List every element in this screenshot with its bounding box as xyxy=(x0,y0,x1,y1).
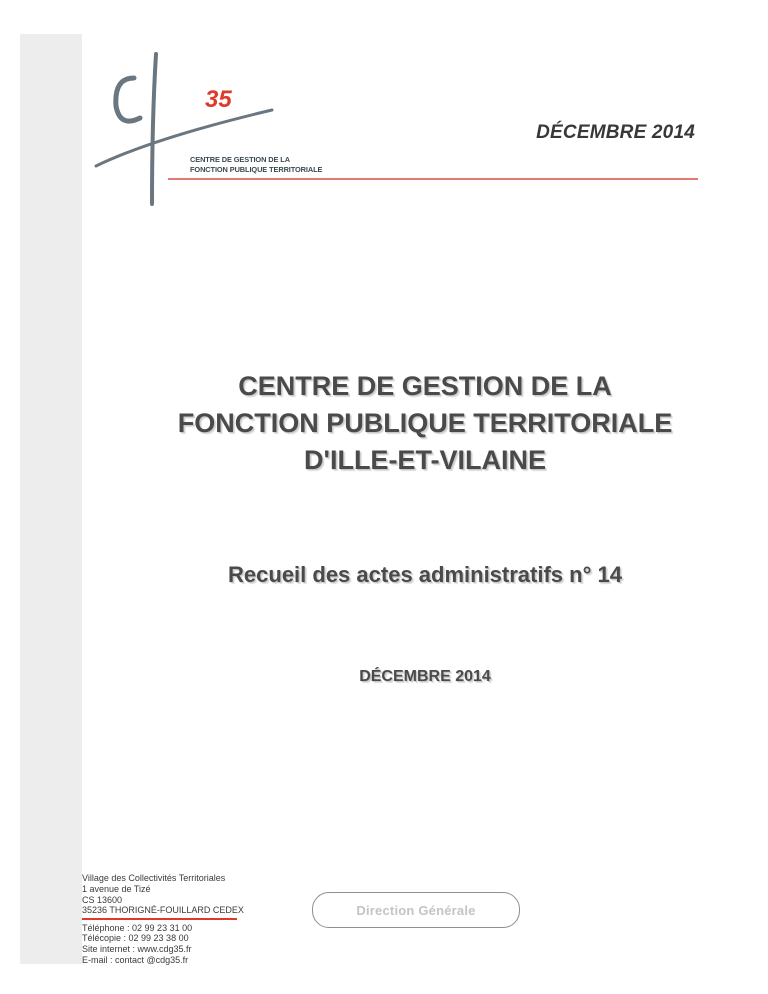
logo-caption-line1: CENTRE DE GESTION DE LA xyxy=(190,155,290,164)
service-badge: Direction Générale xyxy=(312,892,520,928)
address-phone: Téléphone : 02 99 23 31 00 xyxy=(82,922,193,933)
address-website: Site internet : www.cdg35.fr xyxy=(82,944,192,955)
collection-date: DÉCEMBRE 2014 xyxy=(359,668,491,685)
address-email: E-mail : contact @cdg35.fr xyxy=(82,955,189,966)
address-line-1: Village des Collectivités Territoriales xyxy=(82,873,226,883)
title-line-1: CENTRE DE GESTION DE LA xyxy=(238,371,612,401)
address-line-2: 1 avenue de Tizé xyxy=(82,883,151,894)
logo-number: 35 xyxy=(205,86,232,113)
logo-caption-line2: FONCTION PUBLIQUE TERRITORIALE xyxy=(190,165,323,174)
cdg35-logo-mark xyxy=(94,48,284,208)
header-divider xyxy=(168,178,698,180)
address-line-4: 35236 THORIGNÉ-FOUILLARD CEDEX xyxy=(82,905,244,916)
address-fax: Télécopie : 02 99 23 38 00 xyxy=(82,933,189,944)
header-date: DÉCEMBRE 2014 xyxy=(536,122,695,143)
collection-title: Recueil des actes administratifs n° 14 xyxy=(228,562,622,587)
side-band xyxy=(20,34,82,964)
page-title xyxy=(82,368,768,479)
address-line-3: CS 13600 xyxy=(82,894,123,905)
address-divider xyxy=(82,918,237,920)
title-line-3: D'ILLE-ET-VILAINE xyxy=(304,445,546,475)
title-line-2: FONCTION PUBLIQUE TERRITORIALE xyxy=(177,408,673,438)
address-block xyxy=(82,873,262,966)
logo-caption xyxy=(190,155,350,175)
